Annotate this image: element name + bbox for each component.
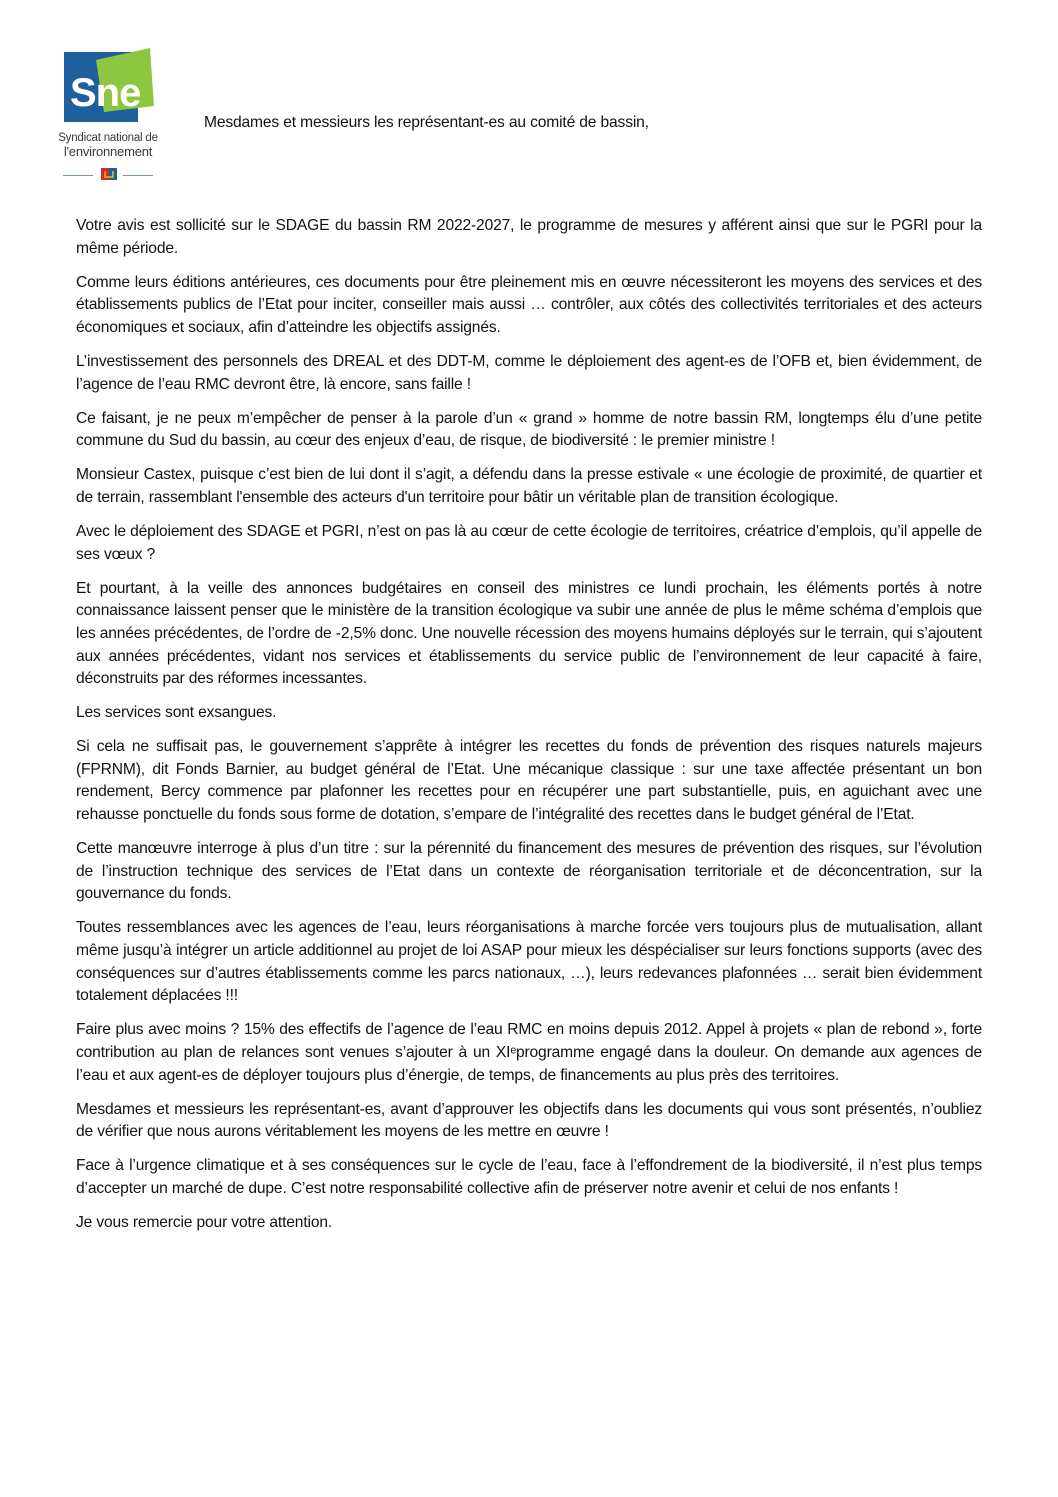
logo-subtitle-line1: Syndicat national de	[58, 132, 158, 144]
sne-logo-mark	[58, 46, 158, 130]
logo-footer	[58, 168, 158, 180]
paragraph: Comme leurs éditions antérieures, ces documents pour être pleinement mis en œuvre nécessiteront les moyens des services et des établissements publics de l’Etat pour inciter, conseiller mais aussi … contrôler, aux côtés des collectivités territoriales et des acteurs économiques et sociaux, afin d’atteindre les objectifs assignés.	[76, 273, 982, 336]
paragraph: Avec le déploiement des SDAGE et PGRI, n’est on pas là au cœur de cette écologie de territoires, créatrice d’emplois, qu’il appelle de ses vœux ?	[76, 523, 982, 563]
sne-logo	[58, 46, 158, 186]
logo-subtitle	[58, 132, 158, 158]
paragraph: Mesdames et messieurs les représentant-es, avant d’approuver les objectifs dans les documents qui vous sont présentés, n’oubliez de vérifier que nous aurons véritablement les moyens de les mettre en œuvre !	[76, 1100, 982, 1141]
paragraph: Votre avis est sollicité sur le SDAGE du bassin RM 2022-2027, le programme de mesures y afférent ainsi que sur le PGRI pour la même période.	[76, 217, 982, 257]
logo-subtitle-line2: l'environnement	[63, 144, 153, 159]
letter-body	[76, 215, 982, 1246]
logo-rule-left	[63, 175, 93, 176]
paragraph: L’investissement des personnels des DREAL et des DDT-M, comme le déploiement des agent-es de l’OFB et, bien évidemment, de l’agence de l’eau RMC devront être, là encore, sans faille !	[76, 352, 982, 393]
paragraph: Cette manœuvre interroge à plus d’un titre : sur la pérennité du financement des mesures de prévention des risques, sur l’évolution de l’instruction technique des services de l’Etat dans un contexte de réorganisation territoriale et de déconcentration, sur la gouvernance du fonds.	[76, 840, 982, 903]
paragraph: Si cela ne suffisait pas, le gouvernement s’apprête à intégrer les recettes du fonds de prévention des risques naturels majeurs (FPRNM), dit Fonds Barnier, au budget général de l’Etat. Une mécanique classique : sur une taxe affectée présentant un bon rendement, Bercy commence par plafonner les recettes pour en récupérer une part substantielle, puis, en aguichant avec une rehausse ponctuelle du fonds sous forme de dotation, s’empare de l’intégralité des recettes dans le budget général de l’Etat.	[76, 738, 982, 824]
paragraph: Faire plus avec moins ? 15% des effectifs de l’agence de l’eau RMC en moins depuis 2012. Appel à projets « plan de rebond », forte contribution au plan de relances sont venues s’ajouter à un XIᵉprogramme engagé dans la douleur. On demande aux agences de l’eau et aux agent-es de déployer toujours plus d’énergie, de temps, de financements au plus près des territoires.	[76, 1021, 982, 1084]
paragraph: Monsieur Castex, puisque c’est bien de lui dont il s’agit, a défendu dans la presse estivale « une écologie de proximité, de quartier et de terrain, rassemblant l'ensemble des acteurs d'un territoire pour bâtir un véritable plan de transition écologique.	[76, 466, 982, 506]
salutation: Mesdames et messieurs les représentant-es au comité de bassin,	[204, 114, 649, 131]
paragraph: Toutes ressemblances avec les agences de l’eau, leurs réorganisations à marche forcée vers toujours plus de mutualisation, allant même jusqu’à intégrer un article additionnel au projet de loi ASAP pour mieux les déspécialiser sur leurs fonctions supports (avec des conséquences sur d’autres établissements comme les parcs nationaux, …), leurs redevances plafonnées … serait bien évidemment totalement déplacées !!!	[76, 919, 982, 1005]
union-icon	[101, 168, 117, 180]
paragraph: Et pourtant, à la veille des annonces budgétaires en conseil des ministres ce lundi prochain, les éléments portés à notre connaissance laissent penser que le ministère de la transition écologique va subir une année de plus le même schéma d’emplois que les années précédentes, de l’ordre de -2,5% donc. Une nouvelle récession des moyens humains déployés sur le terrain, qui s’ajoutent aux années précédentes, vidant nos services et établissements du service public de l’environnement de leur capacité à faire, déconstruits par des réformes incessantes.	[76, 579, 982, 688]
paragraph: Les services sont exsangues.	[76, 704, 277, 722]
paragraph: Face à l’urgence climatique et à ses conséquences sur le cycle de l’eau, face à l’effondrement de la biodiversité, il n’est plus temps d’accepter un marché de dupe. C’est notre responsabilité collective afin de préserver notre avenir et celui de nos enfants !	[76, 1157, 982, 1197]
logo-acronym: Sne	[70, 71, 141, 115]
paragraph: Ce faisant, je ne peux m’empêcher de penser à la parole d’un « grand » homme de notre bassin RM, longtemps élu d’une petite commune du Sud du bassin, au cœur des enjeux d’eau, de risque, de biodiversité : le premier ministre !	[76, 409, 982, 450]
closing-line: Je vous remercie pour votre attention.	[76, 1213, 333, 1231]
logo-rule-right	[123, 175, 153, 176]
